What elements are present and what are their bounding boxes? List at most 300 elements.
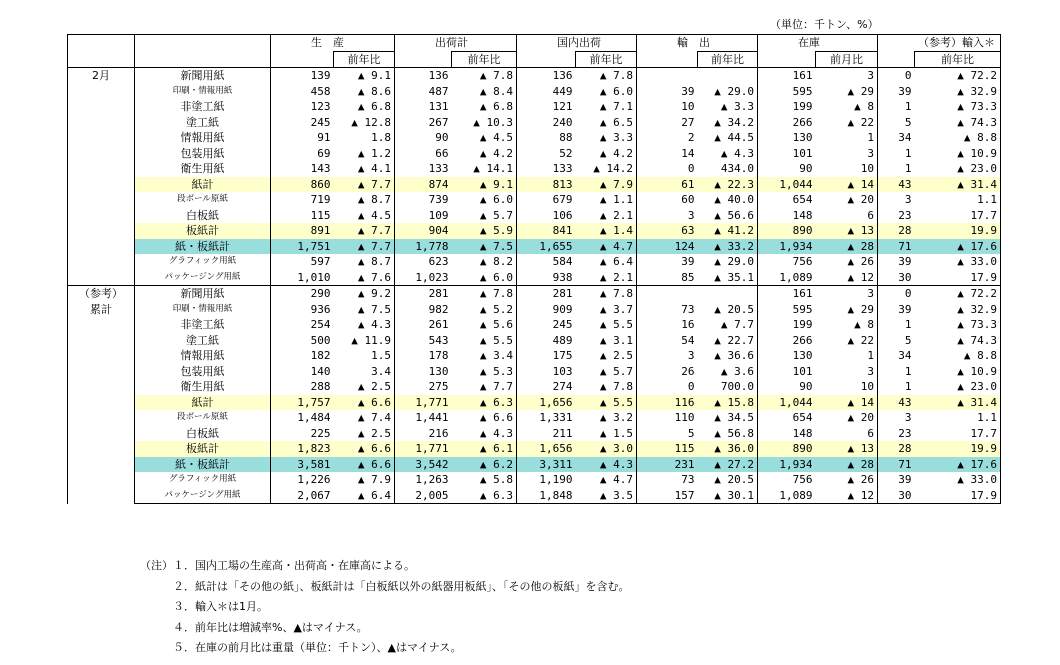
cell-value: 133 [517, 161, 576, 177]
cell-value: 54 [637, 333, 698, 349]
table-row [68, 333, 1001, 349]
cell-value: 909 [517, 302, 576, 318]
cell-value: 982 [395, 302, 452, 318]
cell-change: 1.1 [915, 410, 1001, 426]
cell-change: ▲ 73.3 [915, 317, 1001, 333]
cell-value: 71 [878, 239, 915, 255]
cell-value: 139 [271, 68, 334, 84]
cell-value: 489 [517, 333, 576, 349]
cell-change: ▲ 7.9 [334, 472, 395, 488]
cell-change: 3.4 [334, 364, 395, 380]
section-label-line: 2月 [92, 69, 110, 82]
cell-change: ▲ 28 [816, 457, 878, 473]
cell-change: ▲ 5.9 [452, 223, 517, 239]
cell-change: ▲ 1.2 [334, 146, 395, 162]
cell-change: ▲ 12 [816, 270, 878, 286]
row-category: 段ボール原紙 [135, 192, 271, 208]
cell-change: ▲ 4.3 [698, 146, 758, 162]
cell-change: ▲ 8.4 [452, 84, 517, 100]
cell-value: 216 [395, 426, 452, 442]
table-row [68, 115, 1001, 131]
cell-change: 10 [816, 161, 878, 177]
cell-change: ▲ 7.5 [334, 302, 395, 318]
cell-change: ▲ 7.8 [576, 379, 637, 395]
cell-value: 679 [517, 192, 576, 208]
note-line: （注）１．国内工場の生産高・出荷高・在庫高による。 [140, 559, 415, 572]
cell-change: ▲ 3.3 [576, 130, 637, 146]
cell-change: 6 [816, 426, 878, 442]
cell-value: 161 [758, 68, 816, 84]
cell-change: ▲ 6.8 [334, 99, 395, 115]
cell-value: 103 [517, 364, 576, 380]
cell-value: 101 [758, 364, 816, 380]
row-category: 新聞用紙 [135, 68, 271, 84]
cell-change: ▲ 14 [816, 177, 878, 193]
row-category: 白板紙 [135, 208, 271, 224]
cell-value: 281 [517, 286, 576, 302]
cell-value: 240 [517, 115, 576, 131]
cell-value: 225 [271, 426, 334, 442]
row-category: 紙計 [135, 177, 271, 193]
cell-value: 106 [517, 208, 576, 224]
row-category: 情報用紙 [135, 130, 271, 146]
cell-change: 434.0 [698, 161, 758, 177]
cell-value: 595 [758, 84, 816, 100]
cell-value: 1 [878, 161, 915, 177]
cell-change: ▲ 8 [816, 317, 878, 333]
cell-value: 39 [637, 84, 698, 100]
cell-value: 936 [271, 302, 334, 318]
cell-change: ▲ 36.6 [698, 348, 758, 364]
cell-value: 199 [758, 99, 816, 115]
row-category: 包装用紙 [135, 364, 271, 380]
cell-value: 1,226 [271, 472, 334, 488]
cell-change: ▲ 56.6 [698, 208, 758, 224]
table-row [68, 270, 1001, 286]
cell-change: ▲ 41.2 [698, 223, 758, 239]
table-row [68, 302, 1001, 318]
cell-change: ▲ 36.0 [698, 441, 758, 457]
cell-change: ▲ 5.5 [576, 317, 637, 333]
cell-change: ▲ 22.3 [698, 177, 758, 193]
table-row [68, 192, 1001, 208]
row-category: 情報用紙 [135, 348, 271, 364]
cell-value: 1 [878, 379, 915, 395]
cell-change: ▲ 34.5 [698, 410, 758, 426]
cell-change: ▲ 14 [816, 395, 878, 411]
cell-value: 3,581 [271, 457, 334, 473]
row-category: 板紙計 [135, 441, 271, 457]
table-row [68, 286, 1001, 302]
cell-value: 71 [878, 457, 915, 473]
cell-value: 34 [878, 348, 915, 364]
cell-value: 3,542 [395, 457, 452, 473]
cell-change: ▲ 6.0 [452, 270, 517, 286]
header-domestic-shipments: 国内出荷 [517, 35, 637, 52]
cell-change [698, 68, 758, 84]
cell-value: 34 [878, 130, 915, 146]
cell-value: 756 [758, 254, 816, 270]
cell-change: ▲ 2.5 [576, 348, 637, 364]
cell-change: ▲ 29 [816, 302, 878, 318]
table-row [68, 208, 1001, 224]
cell-value: 254 [271, 317, 334, 333]
cell-change: ▲ 5.8 [452, 472, 517, 488]
cell-value: 148 [758, 208, 816, 224]
row-category: 非塗工紙 [135, 99, 271, 115]
note-line: ５．在庫の前月比は重量（単位：千トン）、▲はマイナス。 [173, 641, 462, 654]
cell-change: ▲ 27.2 [698, 457, 758, 473]
cell-change: ▲ 14.1 [452, 161, 517, 177]
cell-change: ▲ 2.1 [576, 270, 637, 286]
cell-change: ▲ 10.9 [915, 146, 1001, 162]
cell-value: 275 [395, 379, 452, 395]
cell-value: 85 [637, 270, 698, 286]
cell-change: ▲ 1.5 [576, 426, 637, 442]
row-category: 衛生用紙 [135, 161, 271, 177]
header-inventory: 在庫 [758, 35, 878, 52]
cell-change: ▲ 29.0 [698, 254, 758, 270]
cell-value: 890 [758, 223, 816, 239]
cell-change: ▲ 8.8 [915, 130, 1001, 146]
cell-value: 1,655 [517, 239, 576, 255]
note-line: ３．輸入＊は1月。 [173, 600, 268, 613]
cell-change: ▲ 7.8 [576, 286, 637, 302]
cell-change: ▲ 7.5 [452, 239, 517, 255]
note-line: ２．紙計は「その他の紙」、板紙計は「白板紙以外の紙器用板紙」、「その他の板紙」を含む。 [173, 579, 630, 593]
cell-value: 3 [878, 410, 915, 426]
cell-value: 5 [637, 426, 698, 442]
cell-value: 3 [637, 208, 698, 224]
cell-change: ▲ 23.0 [915, 379, 1001, 395]
cell-change: ▲ 4.7 [576, 239, 637, 255]
table-row [68, 426, 1001, 442]
cell-change: ▲ 7.1 [576, 99, 637, 115]
cell-value: 3,311 [517, 457, 576, 473]
cell-value: 0 [878, 68, 915, 84]
cell-change: ▲ 3.2 [576, 410, 637, 426]
cell-value: 654 [758, 410, 816, 426]
cell-value: 28 [878, 441, 915, 457]
cell-value: 10 [637, 99, 698, 115]
cell-value: 1,823 [271, 441, 334, 457]
section-label [68, 286, 135, 504]
header-production: 生 産 [271, 35, 395, 52]
cell-value: 231 [637, 457, 698, 473]
header-row-main [68, 35, 1001, 52]
table-row [68, 395, 1001, 411]
cell-value: 0 [878, 286, 915, 302]
cell-value: 1 [878, 317, 915, 333]
cell-change: 1 [816, 130, 878, 146]
table-row [68, 99, 1001, 115]
table-row [68, 84, 1001, 100]
cell-value: 266 [758, 115, 816, 131]
cell-value: 199 [758, 317, 816, 333]
cell-value: 130 [758, 348, 816, 364]
cell-change: ▲ 31.4 [915, 395, 1001, 411]
cell-change: ▲ 7.6 [334, 270, 395, 286]
cell-change: ▲ 3.5 [576, 488, 637, 504]
sub-header-yoy: 前年比 [915, 51, 1001, 68]
cell-change: 17.9 [915, 270, 1001, 286]
cell-change: ▲ 6.5 [576, 115, 637, 131]
cell-value: 52 [517, 146, 576, 162]
cell-change: ▲ 3.3 [698, 99, 758, 115]
cell-value: 178 [395, 348, 452, 364]
cell-change: ▲ 6.6 [334, 441, 395, 457]
cell-change: ▲ 13 [816, 223, 878, 239]
cell-value: 27 [637, 115, 698, 131]
cell-change: ▲ 3.0 [576, 441, 637, 457]
cell-change: ▲ 5.7 [576, 364, 637, 380]
cell-change: ▲ 8 [816, 99, 878, 115]
cell-value: 290 [271, 286, 334, 302]
cell-change: 1 [816, 348, 878, 364]
sub-header-yoy: 前年比 [334, 51, 395, 68]
sub-header-yoy: 前年比 [452, 51, 517, 68]
cell-change [698, 286, 758, 302]
cell-change: 3 [816, 364, 878, 380]
cell-value: 860 [271, 177, 334, 193]
cell-value: 143 [271, 161, 334, 177]
cell-change: ▲ 6.6 [334, 395, 395, 411]
cell-value: 182 [271, 348, 334, 364]
cell-value: 1 [878, 99, 915, 115]
cell-change: 3 [816, 68, 878, 84]
cell-change: ▲ 72.2 [915, 286, 1001, 302]
table-row [68, 239, 1001, 255]
cell-change: ▲ 14.2 [576, 161, 637, 177]
cell-value: 1 [878, 364, 915, 380]
cell-change: ▲ 7.8 [452, 68, 517, 84]
cell-change: ▲ 3.4 [452, 348, 517, 364]
cell-change: ▲ 7.9 [576, 177, 637, 193]
row-category: 衛生用紙 [135, 379, 271, 395]
cell-change: ▲ 28 [816, 239, 878, 255]
table-row [68, 177, 1001, 193]
cell-value: 813 [517, 177, 576, 193]
row-category: 塗工紙 [135, 115, 271, 131]
row-category: 包装用紙 [135, 146, 271, 162]
unit-label: （単位：千トン、%） [770, 18, 879, 31]
cell-value: 1,010 [271, 270, 334, 286]
cell-change: ▲ 26 [816, 254, 878, 270]
cell-change: 1.8 [334, 130, 395, 146]
cell-value: 91 [271, 130, 334, 146]
section-label [68, 68, 135, 286]
table-row [68, 161, 1001, 177]
cell-value: 148 [758, 426, 816, 442]
cell-value: 245 [517, 317, 576, 333]
cell-value: 26 [637, 364, 698, 380]
cell-value: 1,934 [758, 457, 816, 473]
row-category: 白板紙 [135, 426, 271, 442]
cell-value: 1,848 [517, 488, 576, 504]
cell-change: ▲ 20.5 [698, 472, 758, 488]
table-row [68, 317, 1001, 333]
cell-change: ▲ 4.2 [452, 146, 517, 162]
cell-value: 281 [395, 286, 452, 302]
cell-change: 10 [816, 379, 878, 395]
cell-change: ▲ 5.2 [452, 302, 517, 318]
cell-value: 739 [395, 192, 452, 208]
row-category: グラフィック用紙 [135, 472, 271, 488]
table-row [68, 472, 1001, 488]
cell-value: 267 [395, 115, 452, 131]
cell-change: ▲ 32.9 [915, 84, 1001, 100]
cell-value: 1,751 [271, 239, 334, 255]
cell-change: ▲ 2.5 [334, 426, 395, 442]
cell-value: 266 [758, 333, 816, 349]
cell-change: ▲ 34.2 [698, 115, 758, 131]
cell-value: 16 [637, 317, 698, 333]
cell-change: 3 [816, 286, 878, 302]
cell-value: 88 [517, 130, 576, 146]
cell-value: 1,771 [395, 441, 452, 457]
cell-value: 115 [271, 208, 334, 224]
cell-value: 841 [517, 223, 576, 239]
cell-value: 73 [637, 472, 698, 488]
cell-value: 719 [271, 192, 334, 208]
cell-change: ▲ 6.6 [452, 410, 517, 426]
cell-change: ▲ 22 [816, 333, 878, 349]
cell-value: 39 [878, 84, 915, 100]
section-label-line: 累計 [90, 302, 112, 316]
cell-value: 124 [637, 239, 698, 255]
cell-change: ▲ 8.7 [334, 254, 395, 270]
cell-change: ▲ 1.1 [576, 192, 637, 208]
cell-value: 63 [637, 223, 698, 239]
cell-change: 17.7 [915, 208, 1001, 224]
cell-change: ▲ 7.4 [334, 410, 395, 426]
cell-change: ▲ 31.4 [915, 177, 1001, 193]
cell-change: ▲ 8.7 [334, 192, 395, 208]
cell-change: ▲ 6.1 [452, 441, 517, 457]
cell-value: 121 [517, 99, 576, 115]
cell-value: 39 [878, 472, 915, 488]
cell-change: ▲ 4.3 [452, 426, 517, 442]
cell-value: 1,656 [517, 395, 576, 411]
cell-value: 654 [758, 192, 816, 208]
cell-value: 115 [637, 441, 698, 457]
cell-change: ▲ 33.0 [915, 472, 1001, 488]
cell-value: 458 [271, 84, 334, 100]
cell-change: ▲ 8.2 [452, 254, 517, 270]
cell-change: ▲ 9.1 [334, 68, 395, 84]
cell-change: 3 [816, 146, 878, 162]
cell-value: 245 [271, 115, 334, 131]
cell-value: 61 [637, 177, 698, 193]
cell-change: 19.9 [915, 441, 1001, 457]
cell-value: 1,656 [517, 441, 576, 457]
cell-change: ▲ 12.8 [334, 115, 395, 131]
cell-value [637, 286, 698, 302]
cell-value: 1,023 [395, 270, 452, 286]
cell-value: 0 [637, 379, 698, 395]
row-category: パッケージング用紙 [135, 270, 271, 286]
cell-value: 597 [271, 254, 334, 270]
cell-change: ▲ 9.2 [334, 286, 395, 302]
row-category: グラフィック用紙 [135, 254, 271, 270]
cell-change: ▲ 7.7 [334, 223, 395, 239]
cell-change: ▲ 40.0 [698, 192, 758, 208]
cell-change: ▲ 8.6 [334, 84, 395, 100]
table-row [68, 364, 1001, 380]
cell-value: 2,005 [395, 488, 452, 504]
cell-value: 43 [878, 177, 915, 193]
cell-value: 30 [878, 270, 915, 286]
cell-change: ▲ 13 [816, 441, 878, 457]
cell-value: 136 [517, 68, 576, 84]
cell-value: 5 [878, 115, 915, 131]
cell-change: ▲ 7.8 [576, 68, 637, 84]
cell-value: 3 [878, 192, 915, 208]
table-row [68, 379, 1001, 395]
cell-value: 623 [395, 254, 452, 270]
cell-value: 90 [395, 130, 452, 146]
cell-change: ▲ 6.6 [334, 457, 395, 473]
table-row [68, 130, 1001, 146]
cell-change: ▲ 30.1 [698, 488, 758, 504]
cell-value: 3 [637, 348, 698, 364]
cell-value: 131 [395, 99, 452, 115]
cell-value: 1 [878, 146, 915, 162]
cell-change: ▲ 20 [816, 410, 878, 426]
cell-change: ▲ 20.5 [698, 302, 758, 318]
cell-change: 1.5 [334, 348, 395, 364]
cell-change: ▲ 22.7 [698, 333, 758, 349]
cell-value: 1,331 [517, 410, 576, 426]
header-row-sub [68, 51, 1001, 68]
cell-value: 136 [395, 68, 452, 84]
cell-value: 1,441 [395, 410, 452, 426]
cell-value: 890 [758, 441, 816, 457]
row-category: 紙・板紙計 [135, 239, 271, 255]
row-category: 紙・板紙計 [135, 457, 271, 473]
cell-value: 756 [758, 472, 816, 488]
cell-change: ▲ 5.5 [576, 395, 637, 411]
cell-value: 211 [517, 426, 576, 442]
cell-value: 1,484 [271, 410, 334, 426]
cell-value: 5 [878, 333, 915, 349]
cell-change: ▲ 7.7 [334, 239, 395, 255]
cell-change: 700.0 [698, 379, 758, 395]
cell-change: ▲ 4.3 [576, 457, 637, 473]
table-row [68, 410, 1001, 426]
notes [140, 556, 630, 659]
cell-value: 133 [395, 161, 452, 177]
cell-value: 123 [271, 99, 334, 115]
sub-header-yoy: 前年比 [698, 51, 758, 68]
cell-value: 14 [637, 146, 698, 162]
cell-change: ▲ 23.0 [915, 161, 1001, 177]
cell-change: ▲ 17.6 [915, 457, 1001, 473]
cell-value: 1,778 [395, 239, 452, 255]
cell-value: 161 [758, 286, 816, 302]
row-category: 新聞用紙 [135, 286, 271, 302]
cell-value: 140 [271, 364, 334, 380]
cell-value: 543 [395, 333, 452, 349]
cell-change: ▲ 74.3 [915, 115, 1001, 131]
cell-change: ▲ 4.2 [576, 146, 637, 162]
cell-change: ▲ 6.3 [452, 488, 517, 504]
cell-change: ▲ 8.8 [915, 348, 1001, 364]
cell-value: 28 [878, 223, 915, 239]
cell-value: 23 [878, 208, 915, 224]
cell-change: ▲ 4.1 [334, 161, 395, 177]
cell-value: 1,771 [395, 395, 452, 411]
